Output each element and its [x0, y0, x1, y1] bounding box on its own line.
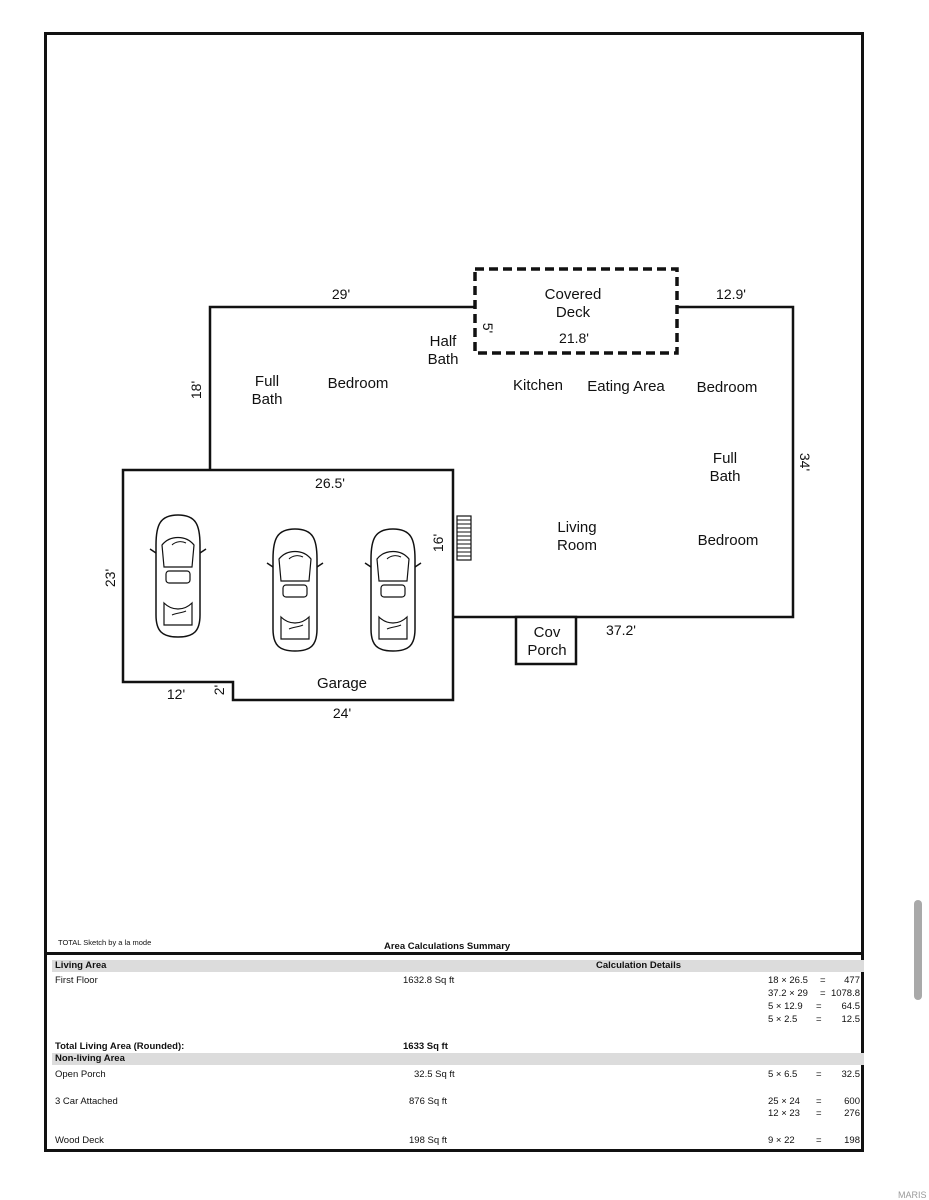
living-area-band — [52, 960, 864, 972]
room-bedroom-left: Bedroom — [327, 375, 389, 392]
wood-deck-area: 198 Sq ft — [409, 1135, 448, 1146]
room-eating-area: Eating Area — [587, 378, 665, 395]
open-porch-area: 32.5 Sq ft — [414, 1069, 455, 1080]
room-bedroom-right-bottom: Bedroom — [697, 532, 759, 549]
sketch-credit: TOTAL Sketch by a la mode — [58, 938, 152, 947]
living-area-header: Living Area — [55, 960, 107, 971]
first-floor-area: 1632.8 Sq ft — [403, 975, 455, 986]
car-attached-area: 876 Sq ft — [409, 1096, 448, 1107]
total-living-area: 1633 Sq ft — [403, 1041, 448, 1052]
dim-bottom-right: 37.2' — [606, 622, 636, 638]
calc-row: 18 × 26.5 = 477 — [768, 975, 860, 986]
dim-top-right: 12.9' — [716, 286, 746, 302]
dim-garage-notch-depth: 2' — [211, 684, 227, 696]
dim-deck-width: 21.8' — [559, 330, 589, 346]
vertical-scrollbar[interactable] — [914, 900, 922, 1000]
room-covered-deck: Covered Deck — [544, 286, 602, 321]
dim-right-side: 34' — [797, 452, 813, 472]
room-garage: Garage — [316, 675, 368, 692]
room-bedroom-right-top: Bedroom — [696, 379, 758, 396]
room-kitchen: Kitchen — [512, 377, 564, 394]
non-living-area-header: Non-living Area — [55, 1053, 125, 1064]
stairs-icon — [457, 516, 471, 560]
dim-garage-bottom: 24' — [332, 705, 352, 721]
calc-row: 37.2 × 29 = 1078.8 — [768, 988, 860, 999]
dim-garage-right: 16' — [430, 533, 446, 553]
room-full-bath-left: Full Bath — [251, 373, 283, 408]
calc-row: 5 × 6.5 = 32.5 — [768, 1069, 860, 1080]
dim-garage-top: 26.5' — [315, 475, 345, 491]
dim-garage-left: 23' — [102, 568, 118, 588]
dim-left-wing: 18' — [188, 380, 204, 400]
room-full-bath-right: Full Bath — [709, 450, 741, 485]
calc-row: 5 × 12.9 = 64.5 — [768, 1001, 860, 1012]
car-icon — [267, 529, 323, 651]
dim-garage-notch-width: 12' — [166, 686, 186, 702]
calc-row: 12 × 23 = 276 — [768, 1108, 860, 1119]
dim-deck-depth: 5' — [480, 322, 496, 334]
wood-deck-label: Wood Deck — [55, 1135, 104, 1146]
non-living-area-band — [52, 1053, 864, 1065]
calc-row: 5 × 2.5 = 12.5 — [768, 1014, 860, 1025]
first-floor-label: First Floor — [55, 975, 98, 986]
room-cov-porch: Cov Porch — [527, 624, 567, 659]
calc-row: 25 × 24 = 600 — [768, 1096, 860, 1107]
car-icon — [365, 529, 421, 651]
open-porch-label: Open Porch — [55, 1069, 106, 1080]
watermark: MARIS — [898, 1190, 927, 1200]
total-living-label: Total Living Area (Rounded): — [55, 1041, 185, 1052]
dim-top-left: 29' — [331, 286, 351, 302]
calc-details-header: Calculation Details — [596, 960, 681, 971]
summary-title: Area Calculations Summary — [384, 941, 511, 952]
car-attached-label: 3 Car Attached — [55, 1096, 118, 1107]
room-living-room: Living Room — [556, 519, 598, 554]
car-icon — [150, 515, 206, 637]
calc-row: 9 × 22 = 198 — [768, 1135, 860, 1146]
room-half-bath: Half Bath — [427, 333, 459, 368]
summary-divider — [44, 952, 864, 955]
